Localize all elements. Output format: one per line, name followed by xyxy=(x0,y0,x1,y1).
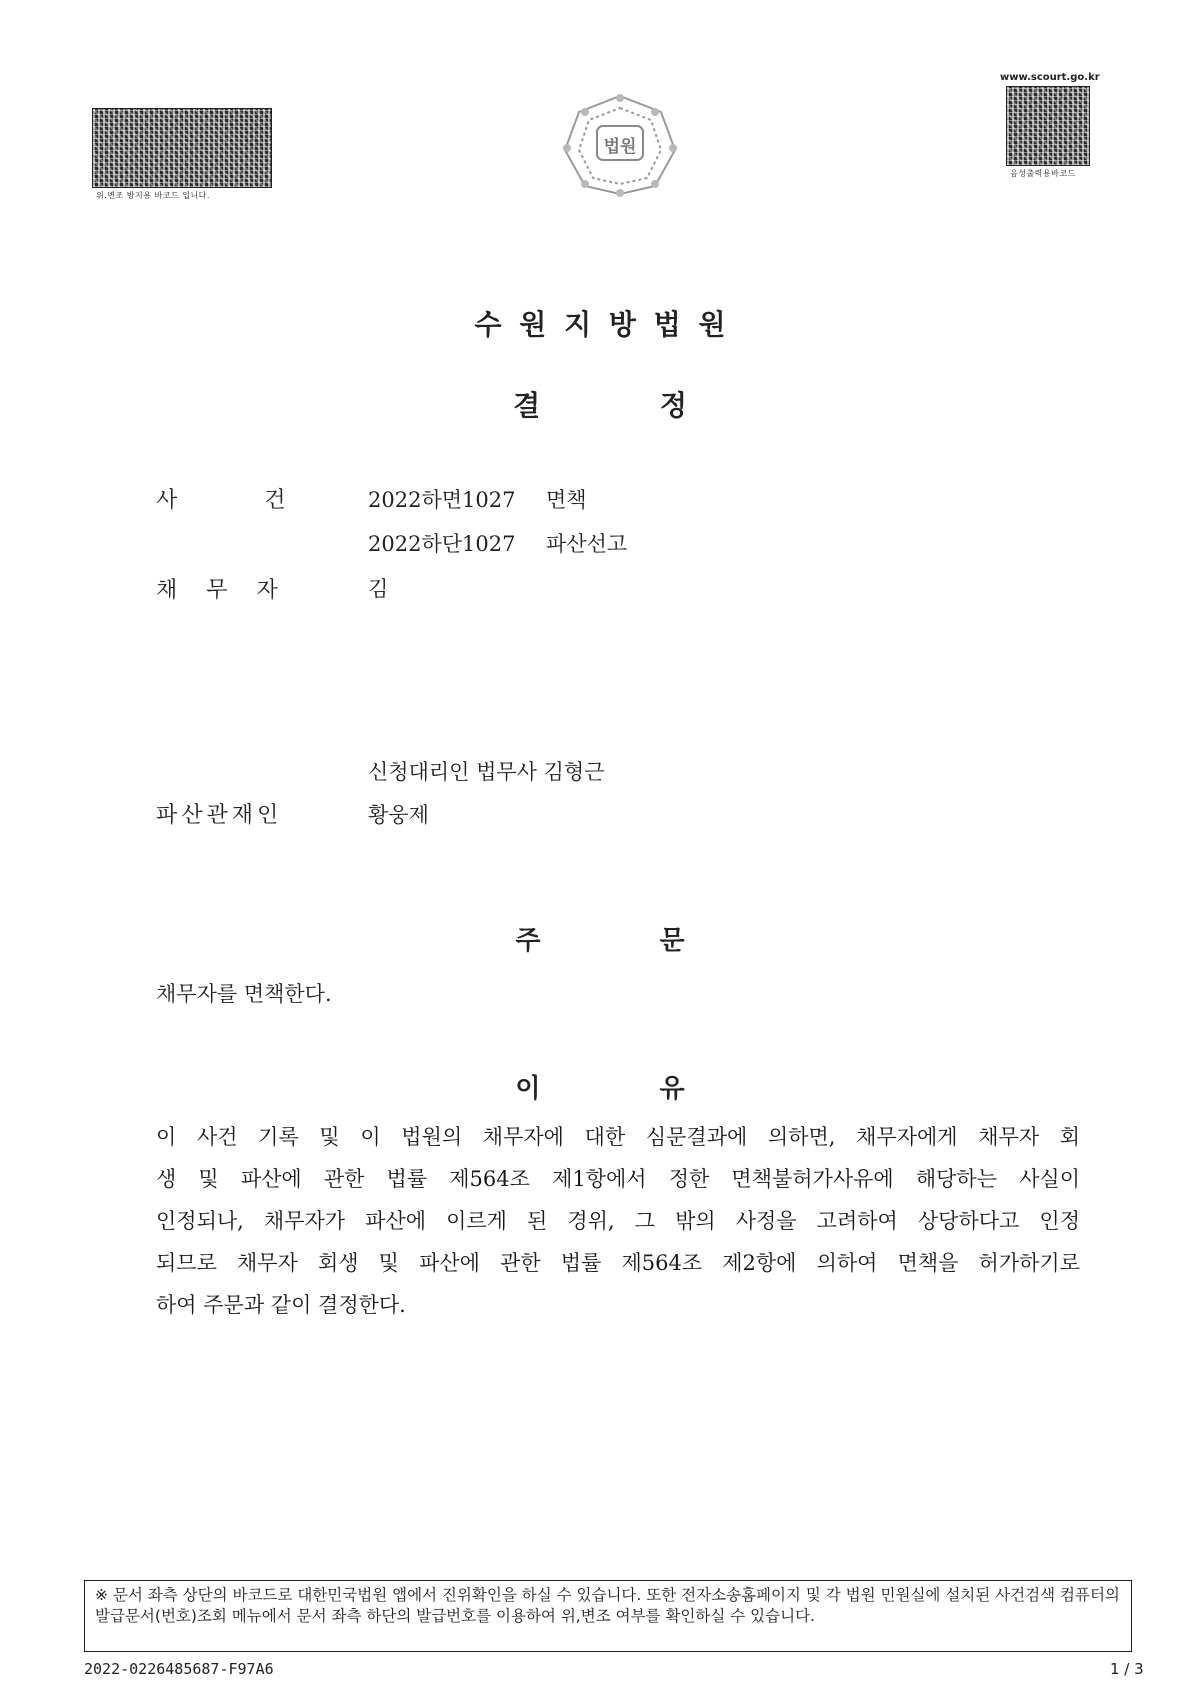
anti-forgery-barcode-caption: 위.변조 방지용 바코드 입니다. xyxy=(96,191,210,200)
reason-line: 인정되나, 채무자가 파산에 이르게 된 경위, 그 밖의 사정을 고려하여 상당하다고 인정 xyxy=(156,1209,1080,1233)
reason-body xyxy=(156,1116,1080,1326)
debtor-name: 김 xyxy=(368,577,389,601)
court-seal-emblem xyxy=(555,90,685,200)
voice-barcode-caption: 음성출력용바코드 xyxy=(1010,169,1076,178)
case-number-2: 2022하단1027 xyxy=(368,532,516,556)
reason-heading: 이 유 xyxy=(515,1074,685,1104)
reason-line: 하여 주문과 같이 결정한다. xyxy=(156,1293,406,1317)
order-text: 채무자를 면책한다. xyxy=(156,982,332,1006)
page-number: 1 / 3 xyxy=(1110,1660,1144,1678)
trustee-name: 황웅제 xyxy=(368,803,429,827)
trustee-label: 파산관재인 xyxy=(156,803,283,828)
case-number-1: 2022하면1027 xyxy=(368,488,516,512)
reason-line: 이 사건 기록 및 이 법원의 채무자에 대한 심문결과에 의하면, 채무자에게 채무자 회 xyxy=(156,1125,1080,1149)
reason-line: 되므로 채무자 회생 및 파산에 관한 법률 제564조 제2항에 의하여 면책을 허가하기로 xyxy=(156,1251,1080,1275)
order-heading: 주 문 xyxy=(515,926,685,956)
debtor-label: 채 무 자 xyxy=(156,578,278,603)
case-type-2: 파산선고 xyxy=(546,532,628,556)
court-seal-text: 법원 xyxy=(603,137,637,157)
case-label: 사 건 xyxy=(156,488,286,513)
issue-number: 2022-0226485687-F97A6 xyxy=(84,1660,274,1678)
voice-barcode xyxy=(1006,86,1090,166)
reason-line: 생 및 파산에 관한 법률 제564조 제1항에서 정한 면책불허가사유에 해당하는 사실이 xyxy=(156,1167,1080,1191)
site-url: www.scourt.go.kr xyxy=(1000,72,1100,83)
applicant-agent: 신청대리인 법무사 김형근 xyxy=(368,760,605,784)
anti-forgery-barcode xyxy=(92,108,272,188)
case-type-1: 면책 xyxy=(546,488,587,512)
court-name: 수 원 지 방 법 원 xyxy=(474,308,726,341)
verification-notice: ※ 문서 좌측 상단의 바코드로 대한민국법원 앱에서 진위확인을 하실 수 있습니다. 또한 전자소송홈페이지 및 각 법원 민원실에 설치된 사건검색 컴퓨터의 발급문서(번호)조회 메뉴에서 문서 좌측 하단의 발급번호를 이용하여 위,변조 여부를 확인하실 수 있습니다. xyxy=(84,1580,1132,1652)
document-type: 결 정 xyxy=(513,389,687,422)
